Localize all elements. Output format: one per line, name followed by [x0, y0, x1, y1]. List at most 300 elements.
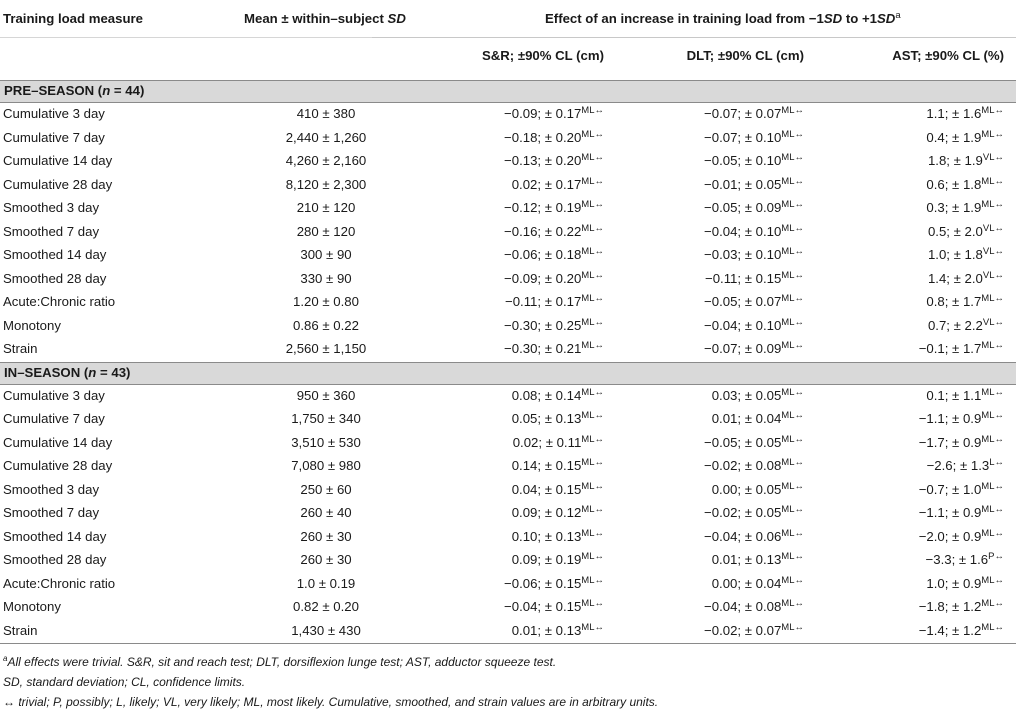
cell-ast-value: −1.1; ± 0.9	[918, 411, 982, 426]
cell-dlt-value: 0.01; ± 0.13	[711, 552, 782, 567]
cell-mean-value: 1.20 ± 0.80	[293, 294, 359, 309]
table-row	[0, 573, 1016, 597]
cell-measure	[3, 529, 106, 544]
cell-sr-value: 0.02; ± 0.17	[511, 176, 582, 192]
cell-mean	[230, 294, 422, 309]
cell-ast	[919, 482, 1004, 497]
cell-sr	[504, 247, 604, 262]
cell-sr	[504, 224, 604, 239]
section-title: IN–SEASON (n = 43)	[4, 364, 131, 380]
cell-measure	[3, 130, 105, 145]
cell-sr-value: −0.16; ± 0.22	[504, 223, 582, 239]
cell-ast	[919, 599, 1004, 614]
cell-dlt-value: −0.11; ± 0.15	[705, 270, 782, 286]
cell-ast	[919, 341, 1004, 356]
cell-measure	[3, 247, 106, 262]
cell-measure	[3, 458, 112, 473]
cell-dlt-qualifier: ML↔	[781, 199, 804, 210]
cell-measure-value: Smoothed 3 day	[3, 481, 100, 497]
cell-dlt	[704, 130, 804, 145]
cell-ast-qualifier: ML↔	[981, 574, 1004, 586]
cell-dlt-value: −0.07; ± 0.09	[704, 341, 782, 356]
cell-mean	[230, 599, 422, 614]
cell-ast	[919, 435, 1004, 450]
cell-measure	[3, 271, 106, 286]
cell-dlt-qualifier: ML↔	[781, 175, 804, 187]
table-row	[0, 620, 1016, 644]
cell-mean	[230, 247, 422, 262]
cell-measure	[3, 576, 115, 591]
cell-ast-qualifier: VL↔	[982, 152, 1004, 163]
cell-dlt	[704, 529, 804, 544]
cell-dlt-qualifier: ML↔	[781, 598, 804, 609]
cell-sr-qualifier: ML↔	[581, 480, 604, 492]
cell-dlt	[704, 318, 804, 333]
cell-dlt	[704, 599, 804, 614]
cell-ast-qualifier: ML↔	[981, 105, 1004, 116]
cell-dlt	[704, 224, 804, 239]
cell-mean	[230, 552, 422, 567]
cell-ast-value: −1.4; ± 1.2	[918, 622, 982, 638]
footnote-legend: ↔ trivial; P, possibly; L, likely; VL, very likely; ML, most likely. Cumulative, smoothed, and strain values are in arbitrary units.	[3, 695, 659, 709]
cell-dlt-value: −0.02; ± 0.05	[704, 505, 782, 520]
cell-dlt-qualifier: ML↔	[781, 457, 804, 468]
cell-dlt	[705, 271, 804, 286]
header-mean-sd: Mean ± within–subject SD	[244, 11, 406, 26]
cell-dlt-qualifier: ML↔	[781, 527, 804, 539]
cell-mean	[230, 130, 422, 145]
cell-sr	[512, 482, 604, 497]
cell-mean-value: 7,080 ± 980	[291, 458, 361, 473]
cell-measure	[3, 411, 105, 426]
cell-dlt-qualifier: ML↔	[781, 574, 804, 586]
section-header	[0, 80, 1016, 103]
table-row	[0, 549, 1016, 573]
cell-ast-qualifier: VL↔	[982, 269, 1004, 281]
cell-dlt	[704, 153, 804, 168]
cell-dlt-value: −0.04; ± 0.10	[704, 317, 782, 333]
cell-dlt-qualifier: ML↔	[781, 222, 804, 234]
cell-dlt-value: −0.03; ± 0.10	[704, 247, 782, 262]
cell-measure-value: Cumulative 3 day	[3, 106, 105, 121]
cell-dlt	[704, 294, 804, 309]
cell-mean-value: 260 ± 30	[300, 552, 352, 567]
cell-sr	[505, 294, 604, 309]
cell-sr	[504, 318, 604, 333]
table-row	[0, 103, 1016, 127]
table-header-row-2	[0, 37, 1016, 81]
header-training-load-measure: Training load measure	[3, 11, 143, 26]
cell-measure-value: Strain	[3, 341, 38, 356]
table-row	[0, 526, 1016, 550]
section-header	[0, 362, 1016, 385]
cell-ast	[926, 200, 1004, 215]
cell-mean-value: 280 ± 120	[296, 223, 356, 239]
cell-dlt-value: 0.00; ± 0.04	[711, 575, 782, 591]
cell-sr	[504, 271, 604, 286]
cell-measure	[3, 106, 105, 121]
cell-mean	[230, 153, 422, 168]
cell-measure-value: Smoothed 7 day	[3, 223, 100, 239]
table-row	[0, 127, 1016, 151]
cell-mean	[230, 576, 422, 591]
cell-measure-value: Strain	[3, 622, 38, 638]
header-ast: AST; ±90% CL (%)	[892, 48, 1004, 63]
cell-mean-value: 1,430 ± 430	[291, 622, 361, 638]
cell-mean	[230, 411, 422, 426]
cell-sr-value: 0.04; ± 0.15	[511, 481, 582, 497]
table-row	[0, 596, 1016, 620]
cell-ast-value: −0.1; ± 1.7	[918, 341, 982, 356]
cell-dlt-qualifier: ML↔	[781, 504, 804, 515]
table-row	[0, 221, 1016, 245]
cell-sr-value: 0.08; ± 0.14	[511, 387, 582, 403]
cell-dlt-qualifier: ML↔	[781, 246, 804, 257]
cell-ast-qualifier: P↔	[988, 551, 1004, 562]
cell-sr	[504, 599, 604, 614]
cell-ast-value: −2.0; ± 0.9	[918, 528, 982, 544]
cell-measure-value: Cumulative 7 day	[3, 411, 105, 426]
cell-sr	[513, 435, 604, 450]
cell-mean-value: 260 ± 40	[300, 505, 352, 520]
cell-measure-value: Smoothed 14 day	[3, 247, 107, 262]
cell-dlt-value: −0.04; ± 0.06	[704, 528, 782, 544]
cell-sr-value: 0.10; ± 0.13	[511, 528, 582, 544]
cell-ast-qualifier: ML↔	[981, 293, 1004, 304]
cell-ast-value: 0.8; ± 1.7	[926, 294, 982, 309]
cell-ast	[926, 552, 1004, 567]
cell-mean-value: 2,560 ± 1,150	[285, 341, 367, 356]
cell-sr	[512, 177, 604, 192]
cell-measure	[3, 599, 61, 614]
cell-ast-qualifier: ML↔	[981, 504, 1004, 515]
cell-sr-value: −0.04; ± 0.15	[504, 599, 582, 614]
cell-sr-qualifier: ML↔	[581, 551, 604, 562]
cell-dlt-qualifier: ML↔	[781, 340, 804, 351]
cell-dlt	[704, 341, 804, 356]
cell-dlt	[704, 623, 804, 638]
cell-sr-value: −0.13; ± 0.20	[504, 153, 582, 168]
cell-measure	[3, 200, 99, 215]
cell-dlt-value: −0.05; ± 0.05	[704, 434, 782, 450]
cell-ast	[926, 177, 1004, 192]
cell-mean-value: 1,750 ± 340	[291, 411, 361, 426]
cell-measure-value: Cumulative 3 day	[3, 387, 105, 403]
cell-dlt	[712, 576, 804, 591]
cell-mean-value: 0.86 ± 0.22	[293, 317, 359, 333]
cell-sr-qualifier: ML↔	[581, 457, 604, 468]
table-row	[0, 385, 1016, 409]
cell-ast-value: 0.1; ± 1.1	[926, 387, 982, 403]
cell-ast-value: 0.7; ± 2.2	[927, 317, 983, 333]
cell-ast-qualifier: ML↔	[981, 621, 1004, 633]
cell-measure	[3, 318, 61, 333]
cell-ast-qualifier: VL↔	[982, 246, 1004, 257]
cell-ast-value: −0.7; ± 1.0	[918, 481, 982, 497]
cell-ast	[928, 318, 1004, 333]
cell-measure-value: Monotony	[3, 599, 61, 614]
cell-measure	[3, 341, 37, 356]
cell-dlt-qualifier: ML↔	[781, 433, 804, 445]
cell-ast-qualifier: ML↔	[981, 199, 1004, 210]
cell-ast-qualifier: VL↔	[982, 222, 1004, 234]
cell-sr-value: −0.06; ± 0.15	[504, 575, 582, 591]
cell-mean-value: 3,510 ± 530	[291, 434, 361, 450]
cell-ast-value: 0.4; ± 1.9	[926, 129, 982, 145]
cell-sr-value: 0.01; ± 0.13	[511, 622, 582, 638]
cell-sr-qualifier: ML↔	[581, 574, 604, 586]
cell-dlt-qualifier: ML↔	[781, 269, 804, 281]
table-row	[0, 150, 1016, 174]
cell-dlt	[712, 552, 804, 567]
cell-ast-qualifier: L↔	[989, 457, 1004, 468]
cell-ast-qualifier: ML↔	[981, 128, 1004, 140]
cell-dlt-value: −0.01; ± 0.05	[704, 176, 782, 192]
cell-measure	[3, 177, 112, 192]
cell-ast	[927, 458, 1004, 473]
cell-measure-value: Smoothed 14 day	[3, 528, 107, 544]
cell-ast-value: 1.1; ± 1.6	[926, 106, 982, 121]
cell-ast-value: −1.1; ± 0.9	[918, 505, 982, 520]
cell-ast	[926, 388, 1004, 403]
cell-ast	[928, 247, 1004, 262]
cell-mean	[230, 106, 422, 121]
cell-ast	[926, 294, 1004, 309]
cell-sr-value: −0.30; ± 0.25	[504, 317, 582, 333]
cell-ast	[919, 505, 1004, 520]
cell-sr-qualifier: ML↔	[581, 598, 604, 609]
cell-mean-value: 330 ± 90	[300, 270, 352, 286]
cell-dlt-value: −0.07; ± 0.07	[704, 106, 782, 121]
cell-measure-value: Cumulative 28 day	[3, 176, 113, 192]
cell-mean-value: 8,120 ± 2,300	[285, 176, 367, 192]
table-row	[0, 432, 1016, 456]
cell-sr-value: 0.14; ± 0.15	[511, 458, 582, 473]
table-row	[0, 479, 1016, 503]
cell-dlt	[704, 177, 804, 192]
table-row	[0, 268, 1016, 292]
cell-measure-value: Monotony	[3, 317, 61, 333]
cell-sr-qualifier: ML↔	[581, 269, 604, 281]
cell-sr-qualifier: ML↔	[581, 152, 604, 163]
cell-ast-value: 0.3; ± 1.9	[926, 200, 982, 215]
cell-sr-qualifier: ML↔	[581, 222, 604, 234]
cell-measure	[3, 388, 105, 403]
cell-ast	[926, 576, 1004, 591]
cell-measure-value: Acute:Chronic ratio	[3, 294, 116, 309]
cell-sr-value: −0.06; ± 0.18	[504, 247, 582, 262]
cell-measure	[3, 153, 112, 168]
cell-sr	[504, 106, 604, 121]
cell-measure-value: Cumulative 7 day	[3, 129, 105, 145]
cell-ast-value: 0.6; ± 1.8	[926, 176, 982, 192]
header-effect: Effect of an increase in training load from −1SD to $+1SD^a$	[545, 10, 901, 26]
cell-dlt-value: −0.07; ± 0.10	[704, 129, 782, 145]
cell-ast-value: 1.8; ± 1.9	[927, 153, 983, 168]
cell-sr-qualifier: ML↔	[581, 527, 604, 539]
cell-sr-value: −0.18; ± 0.20	[504, 129, 582, 145]
cell-measure-value: Smoothed 28 day	[3, 270, 107, 286]
cell-measure-value: Smoothed 7 day	[3, 505, 100, 520]
cell-dlt-value: −0.05; ± 0.10	[704, 153, 782, 168]
cell-ast	[928, 153, 1004, 168]
cell-mean	[230, 505, 422, 520]
cell-sr-qualifier: ML↔	[581, 199, 604, 210]
cell-ast	[919, 529, 1004, 544]
cell-dlt-qualifier: ML↔	[781, 316, 804, 328]
cell-ast-value: −3.3; ± 1.6	[925, 552, 989, 567]
table-row	[0, 315, 1016, 339]
cell-mean	[230, 177, 422, 192]
table-bottom-rule	[0, 643, 1016, 644]
cell-sr	[504, 200, 604, 215]
cell-ast	[926, 106, 1004, 121]
cell-dlt-value: 0.03; ± 0.05	[711, 387, 782, 403]
cell-dlt-qualifier: ML↔	[781, 386, 804, 398]
cell-measure-value: Cumulative 14 day	[3, 153, 113, 168]
cell-dlt-qualifier: ML↔	[781, 410, 804, 421]
cell-sr-value: 0.05; ± 0.13	[511, 411, 582, 426]
cell-ast-qualifier: ML↔	[981, 386, 1004, 398]
cell-dlt	[704, 435, 804, 450]
table-row	[0, 244, 1016, 268]
table-row	[0, 291, 1016, 315]
cell-sr-value: 0.09; ± 0.12	[511, 505, 582, 520]
cell-sr-qualifier: ML↔	[581, 128, 604, 140]
cell-dlt	[712, 388, 804, 403]
cell-dlt	[704, 247, 804, 262]
cell-dlt-value: −0.04; ± 0.08	[704, 599, 782, 614]
footnote-a: $^a$All effects were trivial. S&R, sit and reach test; DLT, dorsiflexion lunge test; AST, adductor squeeze test.	[3, 654, 557, 669]
cell-ast	[928, 224, 1004, 239]
cell-sr-value: 0.09; ± 0.19	[511, 552, 582, 567]
cell-dlt	[704, 458, 804, 473]
cell-mean	[230, 529, 422, 544]
cell-dlt	[712, 411, 804, 426]
table-row	[0, 174, 1016, 198]
cell-sr	[512, 458, 604, 473]
cell-dlt-value: −0.04; ± 0.10	[704, 223, 782, 239]
cell-mean	[230, 341, 422, 356]
cell-mean-value: 260 ± 30	[300, 528, 352, 544]
cell-ast-value: −1.8; ± 1.2	[918, 599, 982, 614]
cell-measure-value: Cumulative 28 day	[3, 458, 113, 473]
cell-sr-qualifier: ML↔	[581, 246, 604, 257]
cell-mean	[230, 271, 422, 286]
cell-sr	[504, 341, 604, 356]
cell-sr	[512, 388, 604, 403]
cell-dlt-value: −0.02; ± 0.08	[704, 458, 782, 473]
cell-dlt-qualifier: ML↔	[781, 551, 804, 562]
cell-ast-value: 1.0; ± 0.9	[926, 575, 982, 591]
cell-dlt-qualifier: ML↔	[781, 105, 804, 116]
cell-sr-qualifier: ML↔	[581, 175, 604, 187]
cell-ast-qualifier: VL↔	[982, 316, 1004, 328]
table-header-row-1	[0, 0, 1016, 38]
cell-ast-qualifier: ML↔	[981, 410, 1004, 421]
table-row	[0, 455, 1016, 479]
cell-measure-value: Cumulative 14 day	[3, 434, 113, 450]
cell-sr-qualifier: ML↔	[581, 504, 604, 515]
cell-sr-value: −0.09; ± 0.20	[504, 270, 582, 286]
cell-sr-value: −0.30; ± 0.21	[504, 341, 582, 356]
table-row	[0, 197, 1016, 221]
cell-mean	[230, 458, 422, 473]
cell-sr	[512, 623, 604, 638]
cell-measure	[3, 623, 37, 638]
cell-sr	[512, 411, 604, 426]
cell-ast-qualifier: ML↔	[981, 527, 1004, 539]
cell-sr	[504, 576, 604, 591]
cell-sr	[512, 552, 604, 567]
cell-sr-value: −0.12; ± 0.19	[504, 200, 582, 215]
cell-sr-qualifier: ML↔	[581, 316, 604, 328]
cell-ast-qualifier: ML↔	[981, 433, 1004, 445]
cell-dlt-qualifier: ML↔	[781, 480, 804, 492]
cell-sr-qualifier: ML↔	[581, 340, 604, 351]
cell-dlt	[704, 505, 804, 520]
cell-mean-value: 250 ± 60	[300, 481, 352, 497]
cell-ast-value: 1.4; ± 2.0	[927, 270, 983, 286]
cell-mean	[230, 318, 422, 333]
cell-measure	[3, 224, 99, 239]
cell-mean-value: 410 ± 380	[296, 106, 356, 121]
cell-ast	[926, 130, 1004, 145]
cell-dlt-qualifier: ML↔	[781, 128, 804, 140]
cell-mean	[230, 388, 422, 403]
cell-sr-value: 0.02; ± 0.11	[512, 434, 582, 450]
cell-dlt-value: 0.00; ± 0.05	[711, 481, 782, 497]
cell-sr-qualifier: ML↔	[581, 105, 604, 116]
cell-ast-qualifier: ML↔	[981, 598, 1004, 609]
cell-measure	[3, 435, 112, 450]
cell-mean	[230, 623, 422, 638]
cell-measure-value: Acute:Chronic ratio	[3, 575, 116, 591]
cell-measure-value: Smoothed 3 day	[3, 200, 100, 215]
cell-ast	[919, 411, 1004, 426]
header-sr: S&R; ±90% CL (cm)	[481, 48, 604, 63]
cell-mean-value: 1.0 ± 0.19	[296, 575, 356, 591]
cell-measure	[3, 505, 99, 520]
cell-ast-value: 1.0; ± 1.8	[927, 247, 983, 262]
cell-dlt-value: −0.05; ± 0.07	[704, 294, 782, 309]
cell-sr-qualifier: ML↔	[581, 386, 604, 398]
cell-dlt	[704, 200, 804, 215]
cell-ast	[928, 271, 1004, 286]
cell-dlt-value: −0.02; ± 0.07	[704, 622, 782, 638]
cell-dlt-qualifier: ML↔	[781, 621, 804, 633]
cell-ast-qualifier: ML↔	[981, 175, 1004, 187]
cell-sr-qualifier: ML↔	[581, 621, 604, 633]
cell-sr	[512, 529, 604, 544]
cell-dlt	[712, 482, 804, 497]
cell-mean-value: 0.82 ± 0.20	[293, 599, 359, 614]
cell-ast	[919, 623, 1004, 638]
cell-mean-value: 300 ± 90	[300, 247, 352, 262]
cell-ast-value: 0.5; ± 2.0	[927, 223, 983, 239]
cell-mean	[230, 482, 422, 497]
cell-dlt	[704, 106, 804, 121]
section-title: PRE–SEASON (n = 44)	[4, 83, 145, 98]
cell-sr-qualifier: ML↔	[581, 433, 604, 445]
cell-mean	[230, 200, 422, 215]
cell-sr	[512, 505, 604, 520]
cell-ast-value: −1.7; ± 0.9	[918, 434, 982, 450]
cell-dlt-qualifier: ML↔	[781, 293, 804, 304]
cell-mean	[230, 224, 422, 239]
cell-sr-qualifier: ML↔	[581, 410, 604, 421]
cell-mean-value: 4,260 ± 2,160	[285, 153, 367, 168]
